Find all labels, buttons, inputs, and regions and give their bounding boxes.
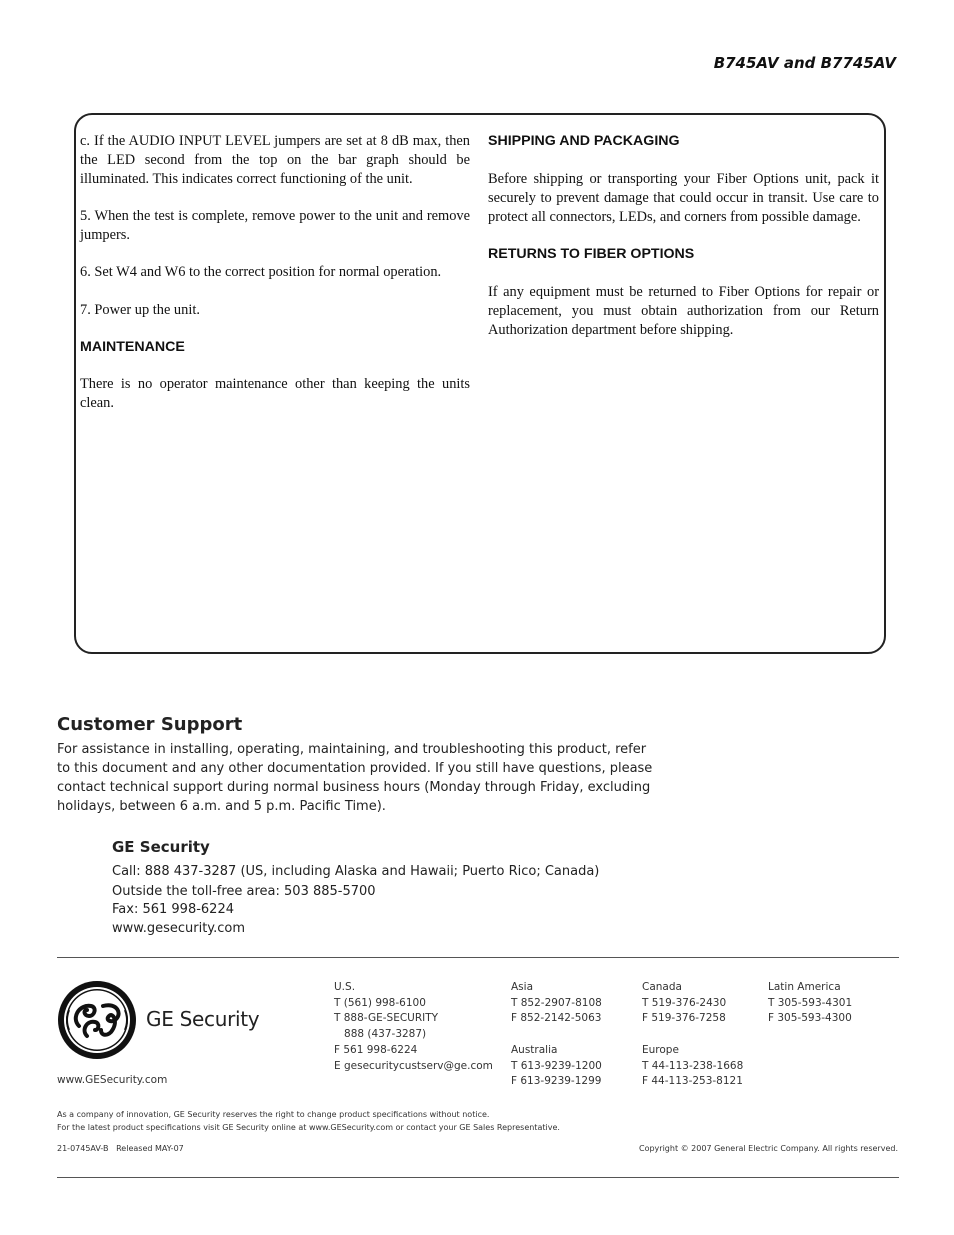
customer-support-title: Customer Support — [57, 714, 243, 735]
latin-america-fax: F 305-593-4300 — [768, 1012, 852, 1025]
footer-bottom-rule — [57, 1177, 899, 1178]
contact-canada-europe — [642, 980, 743, 1090]
canada-phone: T 519-376-2430 — [642, 996, 727, 1009]
europe-fax: F 44-113-253-8121 — [642, 1075, 743, 1088]
australia-fax: F 613-9239-1299 — [511, 1075, 602, 1088]
us-phone: T (561) 998-6100 — [334, 996, 426, 1009]
logo-wordmark: GE Security — [146, 1007, 260, 1031]
footer-top-rule — [57, 957, 899, 958]
returns-heading: RETURNS TO FIBER OPTIONS — [488, 246, 695, 262]
web-link[interactable]: www.gesecurity.com — [112, 921, 246, 936]
latin-america-phone: T 305-593-4301 — [768, 996, 853, 1009]
contact-us — [334, 980, 493, 1074]
canada-label: Canada — [642, 981, 682, 993]
shipping-text: Before shipping or transporting your Fiber Options unit, pack it securely to prevent damage that could occur in transit. Use care to protect all connectors, LEDs, and corners from possible damage. — [488, 171, 879, 225]
call-line: Call: 888 437-3287 (US, including Alaska and Hawaii; Puerto Rico; Canada) — [112, 864, 600, 879]
contact-latin-america — [768, 980, 852, 1027]
fax-line: Fax: 561 998-6224 — [112, 902, 234, 917]
customer-support-body: For assistance in installing, operating, maintaining, and troubleshooting this product, refer to this document and any other documentation provided. If you still have questions, please contact technical support during normal business hours (Monday through Friday, excluding holidays, between 6 a.m. and 5 p.m. Pacific Time). — [57, 742, 653, 814]
us-fax: F 561 998-6224 — [334, 1043, 418, 1056]
australia-phone: T 613-9239-1200 — [511, 1059, 602, 1072]
maintenance-text: There is no operator maintenance other than keeping the units clean. — [80, 376, 470, 411]
contact-asia-australia — [511, 980, 602, 1090]
footer-website[interactable]: www.GESecurity.com — [57, 1074, 168, 1086]
shipping-heading: SHIPPING AND PACKAGING — [488, 133, 680, 149]
ge-security-heading: GE Security — [112, 838, 210, 856]
left-column — [80, 132, 470, 413]
us-tollfree: T 888-GE-SECURITY — [334, 1012, 439, 1025]
document-number: 21-0745AV-B Released MAY-07 — [57, 1144, 184, 1153]
disclaimer-line-2: For the latest product specifications visit GE Security online at www.GESecurity.com or contact your GE Sales Representative. — [57, 1123, 560, 1132]
step-6: 6. Set W4 and W6 to the correct position for normal operation. — [80, 264, 442, 280]
australia-label: Australia — [511, 1043, 558, 1056]
model-title: B745AV and B7745AV — [713, 54, 896, 72]
step-7: 7. Power up the unit. — [80, 302, 200, 318]
maintenance-heading: MAINTENANCE — [80, 339, 185, 355]
step-5: 5. When the test is complete, remove power to the unit and remove jumpers. — [80, 208, 470, 243]
right-column — [488, 132, 879, 340]
outside-line: Outside the toll-free area: 503 885-5700 — [112, 884, 376, 899]
us-tollfree-number: 888 (437-3287) — [334, 1028, 427, 1041]
latin-america-label: Latin America — [768, 981, 841, 993]
asia-phone: T 852-2907-8108 — [511, 996, 602, 1009]
europe-phone: T 44-113-238-1668 — [642, 1059, 744, 1072]
copyright: Copyright © 2007 General Electric Company. All rights reserved. — [639, 1144, 898, 1153]
returns-text: If any equipment must be returned to Fiber Options for repair or replacement, you must obtain authorization from our Return Authorization department before shipping. — [488, 284, 879, 338]
europe-label: Europe — [642, 1043, 679, 1056]
ge-logo-icon — [57, 980, 137, 1060]
disclaimer-line-1: As a company of innovation, GE Security reserves the right to change product specifications without notice. — [57, 1110, 490, 1119]
canada-fax: F 519-376-7258 — [642, 1012, 726, 1025]
asia-fax: F 852-2142-5063 — [511, 1012, 602, 1025]
asia-label: Asia — [511, 981, 534, 993]
step-c: c. If the AUDIO INPUT LEVEL jumpers are set at 8 dB max, then the LED second from the top on the bar graph should be illuminated. This indicates correct functioning of the unit. — [80, 133, 470, 187]
us-label: U.S. — [334, 981, 356, 993]
us-email[interactable]: E gesecuritycustserv@ge.com — [334, 1059, 493, 1072]
